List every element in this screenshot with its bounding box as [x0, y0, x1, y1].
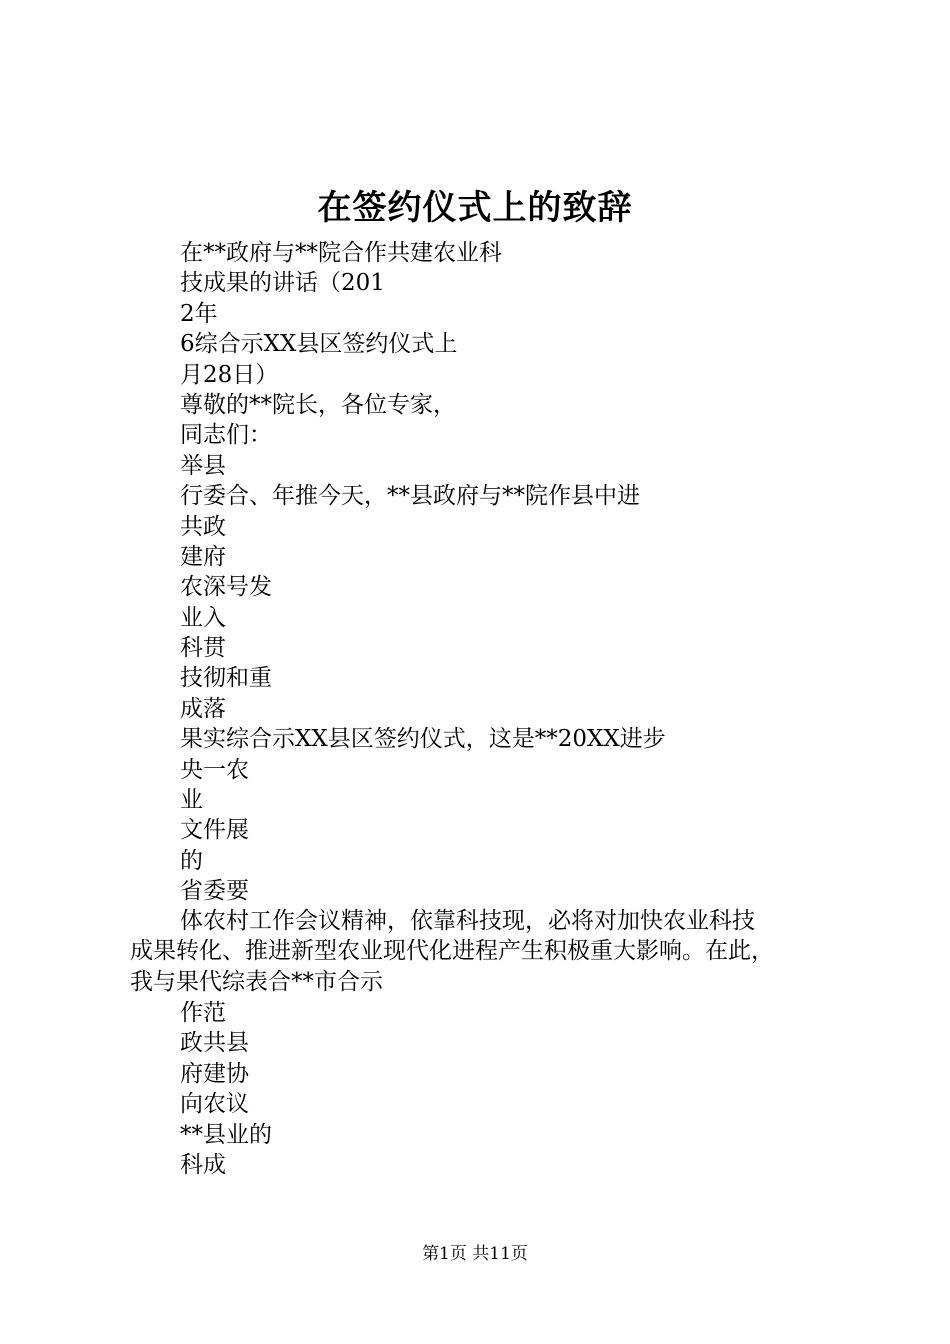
- text-line: 业: [180, 787, 203, 814]
- text-line: 共政: [180, 513, 226, 540]
- text-line: 向农议: [180, 1091, 249, 1118]
- text-line: 月28日）: [180, 361, 279, 388]
- tail-lines: [180, 998, 900, 1180]
- text-line: 作范: [180, 1000, 226, 1026]
- text-line: 同志们：: [180, 422, 272, 449]
- paragraph-line: 成果转化、推进新型农业现代化进程产生积极重大影响。在此，: [130, 938, 774, 965]
- text-line: 尊敬的**院长，各位专家，: [180, 391, 456, 418]
- page-footer: 第1页 共11页: [422, 1244, 528, 1264]
- text-line: 6综合示XX县区签约仪式上: [180, 331, 458, 358]
- text-line: 科贯: [180, 635, 226, 662]
- text-line: 技彻和重: [180, 665, 272, 692]
- text-line: 科成: [180, 1151, 226, 1178]
- paragraph-line: 我与果代综表合**市合示: [130, 968, 383, 995]
- text-line: 的: [180, 847, 203, 874]
- text-line: 举县: [180, 452, 226, 479]
- text-line: 建府: [180, 543, 226, 570]
- text-line: 文件展: [180, 817, 249, 844]
- text-line: 行委合、年推今天，**县政府与**院作县中进: [180, 483, 640, 510]
- text-line: 府建协: [180, 1060, 249, 1087]
- body-lines: [180, 238, 900, 907]
- text-line: 政共县: [180, 1030, 249, 1057]
- text-line: 农深号发: [180, 574, 272, 601]
- text-line: 成落: [180, 695, 226, 722]
- text-line: 业入: [180, 604, 226, 631]
- body-paragraph: [130, 906, 850, 997]
- paragraph-line: 体农村工作会议精神，依靠科技现，必将对加快农业科技: [180, 908, 755, 934]
- text-line: 在**政府与**院合作共建农业科: [180, 240, 502, 266]
- text-line: 2年: [180, 300, 218, 327]
- text-line: 技成果的讲话（201: [180, 270, 385, 297]
- text-line: 果实综合示XX县区签约仪式，这是**20XX进步: [180, 726, 666, 753]
- text-line: 省委要: [180, 878, 249, 905]
- document-title: 在签约仪式上的致辞: [317, 188, 633, 228]
- text-line: 央一农: [180, 756, 249, 783]
- text-line: **县业的: [180, 1121, 272, 1148]
